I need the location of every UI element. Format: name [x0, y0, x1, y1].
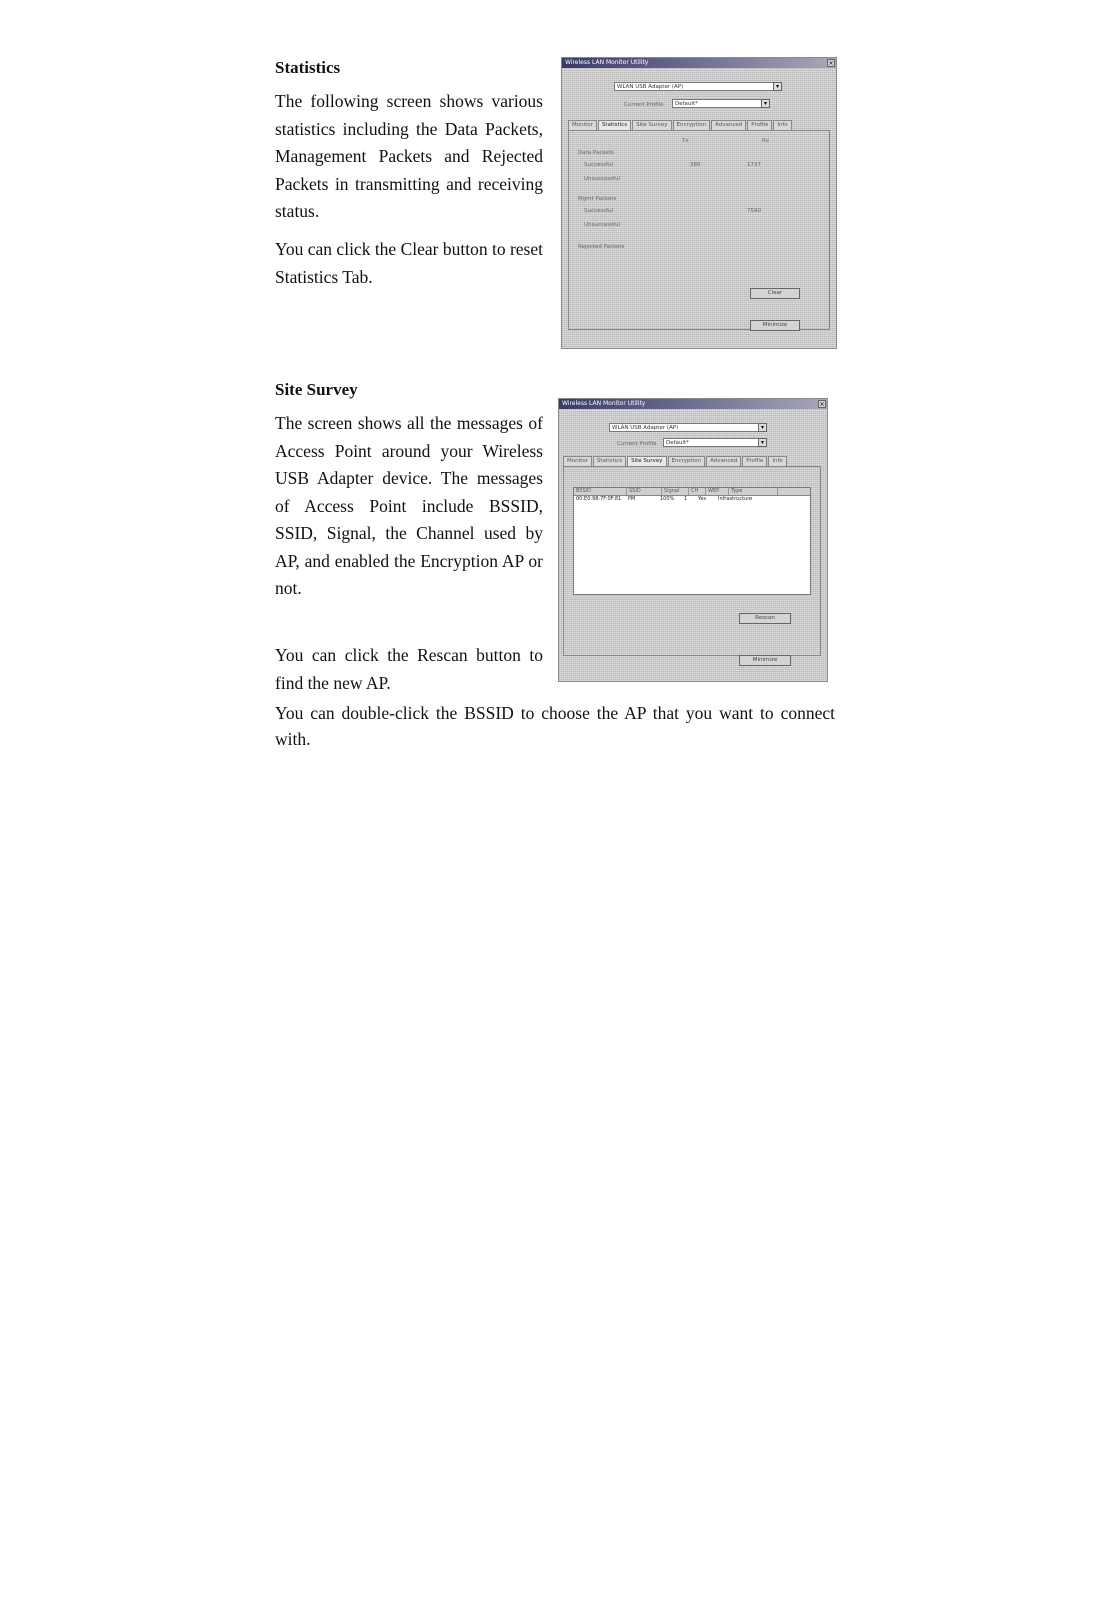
rescan-button: Rescan	[739, 613, 791, 624]
tab-encryption: Encryption	[673, 120, 711, 130]
clear-button: Clear	[750, 288, 800, 299]
close-icon: ×	[819, 401, 825, 408]
adapter-select: WLAN USB Adapter (AP)	[609, 423, 759, 432]
ap-ssid: PM	[628, 496, 636, 502]
ap-bssid: 00:E0:98:7F:0F:81	[576, 496, 622, 502]
site-survey-bssid-note: You can double-click the BSSID to choose the AP that you want to connect with.	[275, 703, 835, 749]
statistics-description: The following screen shows various statistics including the Data Packets, Management Packets and Rejected Packets in transmitting and receiving status.	[275, 91, 543, 221]
tx-column-header: Tx	[682, 138, 689, 144]
profile-select: Default*	[672, 99, 762, 108]
data-packets-group: Data Packets	[578, 150, 614, 156]
data-unsuccessful-label: Unsuccessful	[584, 176, 620, 182]
adapter-select: WLAN USB Adapter (AP)	[614, 82, 774, 91]
tab-site-survey: Site Survey	[632, 120, 671, 130]
data-successful-label: Successful	[584, 162, 614, 168]
minimize-button: Minimize	[750, 320, 800, 331]
ap-list-header	[574, 488, 810, 496]
chevron-down-icon: ▾	[758, 438, 767, 447]
profile-select: Default*	[663, 438, 759, 447]
tab-monitor: Monitor	[563, 456, 592, 466]
statistics-clear-note: You can click the Clear button to reset Statistics Tab.	[275, 239, 543, 287]
tab-info: Info	[773, 120, 791, 130]
data-successful-rx: 1737	[747, 162, 761, 168]
profile-label: Current Profile	[624, 102, 664, 108]
minimize-button: Minimize	[739, 655, 791, 666]
column-ssid: SSID	[627, 488, 662, 495]
tab-strip	[563, 456, 787, 466]
mgmt-successful-label: Successful	[584, 208, 614, 214]
mgmt-unsuccessful-label: Unsuccessful	[584, 222, 620, 228]
ap-channel: 1	[684, 496, 688, 502]
window-titlebar: Wireless LAN Monitor Utility	[562, 58, 836, 68]
column-wep: WEP	[706, 488, 729, 495]
close-icon: ×	[828, 60, 834, 67]
mgmt-packets-group: Mgmt Packets	[578, 196, 617, 202]
mgmt-successful-rx: 7590	[747, 208, 761, 214]
tab-encryption: Encryption	[668, 456, 706, 466]
site-survey-heading: Site Survey	[275, 380, 358, 399]
column-type: Type	[729, 488, 778, 495]
tab-statistics: Statistics	[593, 456, 626, 466]
tab-monitor: Monitor	[568, 120, 597, 130]
tab-advanced: Advanced	[706, 456, 741, 466]
site-survey-screenshot	[558, 398, 828, 682]
statistics-panel	[568, 130, 830, 330]
rx-column-header: Rx	[762, 138, 770, 144]
profile-label: Current Profile	[617, 441, 657, 447]
statistics-screenshot	[561, 57, 837, 349]
column-ch: CH	[689, 488, 706, 495]
tab-info: Info	[768, 456, 786, 466]
tab-profile: Profile	[747, 120, 772, 130]
tab-statistics: Statistics	[598, 120, 631, 130]
data-successful-tx: 380	[690, 162, 701, 168]
tab-advanced: Advanced	[711, 120, 746, 130]
column-bssid: BSSID	[574, 488, 627, 495]
ap-type: Infrastructure	[718, 496, 753, 502]
site-survey-rescan-note: You can click the Rescan button to find the new AP.	[275, 645, 543, 693]
chevron-down-icon: ▾	[773, 82, 782, 91]
tab-profile: Profile	[742, 456, 767, 466]
tab-site-survey: Site Survey	[627, 456, 666, 466]
list-item	[576, 496, 808, 502]
tab-strip	[568, 120, 792, 130]
column-signal: Signal	[662, 488, 689, 495]
ap-wep: Yes	[698, 496, 707, 502]
ap-signal: 100%	[660, 496, 675, 502]
window-titlebar: Wireless LAN Monitor Utility	[559, 399, 827, 409]
rejected-packets-label: Rejected Packets	[578, 244, 625, 250]
site-survey-description: The screen shows all the messages of Access Point around your Wireless USB Adapter device. The messages of Access Point include BSSID, SSID, Signal, the Channel used by AP, and enabled the Encryption AP or not.	[275, 413, 543, 598]
statistics-heading: Statistics	[275, 58, 341, 77]
ap-list	[573, 487, 811, 595]
chevron-down-icon: ▾	[758, 423, 767, 432]
chevron-down-icon: ▾	[761, 99, 770, 108]
